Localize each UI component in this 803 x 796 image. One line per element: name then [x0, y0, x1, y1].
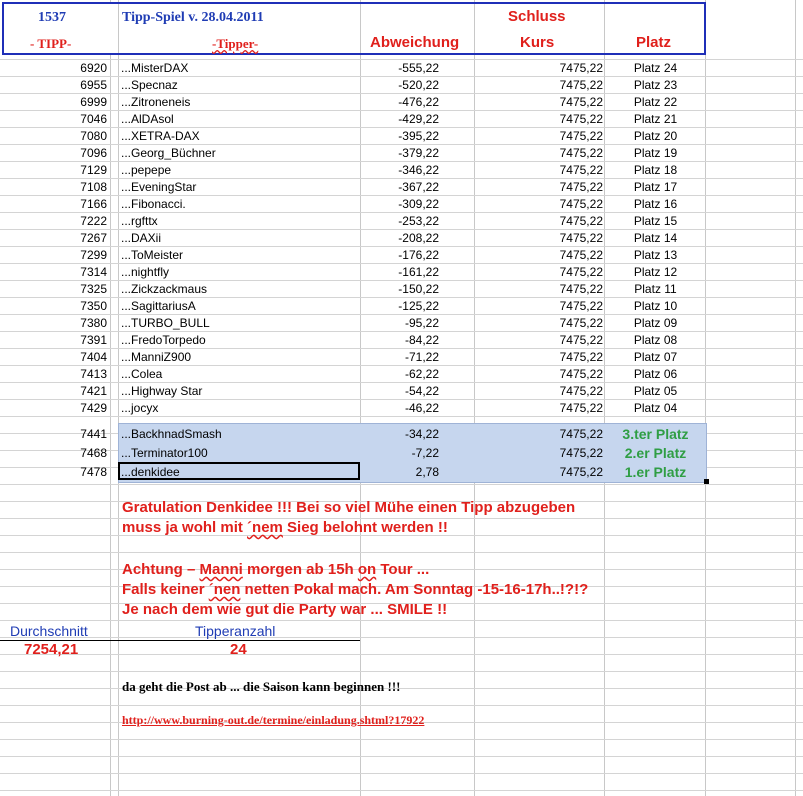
tipper-name-cell: ...SagittariusA [121, 299, 196, 313]
deviation-cell: -95,22 [404, 316, 439, 330]
close-price-cell: 7475,22 [559, 248, 603, 262]
selected-cell[interactable] [118, 462, 360, 480]
rank-cell: Platz 10 [633, 299, 678, 313]
tipper-name-cell: ...FredoTorpedo [121, 333, 206, 347]
deviation-cell: -125,22 [398, 299, 439, 313]
tipp-cell: 7441 [80, 427, 107, 441]
rank-cell: Platz 06 [633, 367, 678, 381]
message-part: Falls keiner [122, 581, 209, 598]
close-price-cell: 7475,22 [559, 350, 603, 364]
header-divider [474, 4, 475, 53]
close-price-cell: 7475,22 [559, 465, 603, 479]
tipp-cell: 7380 [80, 316, 107, 330]
rank-cell: Platz 04 [633, 401, 678, 415]
deviation-cell: -46,22 [404, 401, 439, 415]
deviation-cell: -84,22 [404, 333, 439, 347]
average-label: Durchschnitt [10, 623, 88, 639]
deviation-cell: -346,22 [398, 163, 439, 177]
close-price-cell: 7475,22 [559, 78, 603, 92]
grid-row-line [0, 484, 803, 485]
rank-cell: Platz 18 [633, 163, 678, 177]
tipper-name-cell: ...TURBO_BULL [121, 316, 210, 330]
deviation-cell: -253,22 [398, 214, 439, 228]
grid-column-line [604, 0, 605, 796]
header-id: 1537 [38, 10, 66, 25]
grid-column-line [705, 0, 706, 796]
grid-row-line [0, 637, 803, 638]
rank-cell: Platz 12 [633, 265, 678, 279]
average-value: 7254,21 [24, 641, 79, 658]
deviation-cell: -379,22 [398, 146, 439, 160]
deviation-cell: -7,22 [411, 446, 439, 460]
message-congrats-2 [122, 518, 448, 538]
close-price-cell: 7475,22 [559, 333, 603, 347]
rank-cell: Platz 24 [633, 61, 678, 75]
message-part: Manni [199, 561, 243, 578]
tipper-name-cell: ...jocyx [121, 401, 159, 415]
grid-row-line [0, 552, 803, 553]
grid-row-line [0, 790, 803, 791]
close-price-cell: 7475,22 [559, 61, 603, 75]
grid-column-line [360, 0, 361, 796]
deviation-cell: -71,22 [404, 350, 439, 364]
grid-row-line [0, 654, 803, 655]
header-box [2, 2, 706, 55]
tipp-cell: 7299 [80, 248, 107, 262]
tipper-name-cell: ...ToMeister [121, 248, 184, 262]
close-price-cell: 7475,22 [559, 146, 603, 160]
tipp-cell: 7046 [80, 112, 107, 126]
tipper-name-cell: ...Fibonacci. [121, 197, 186, 211]
grid-row-line [0, 705, 803, 706]
deviation-cell: -476,22 [398, 95, 439, 109]
tipper-name-cell: ...Specnaz [121, 78, 178, 92]
grid-row-line [0, 620, 803, 621]
message-part: ´nem [247, 519, 283, 536]
deviation-cell: -395,22 [398, 129, 439, 143]
deviation-cell: -429,22 [398, 112, 439, 126]
tipper-name-cell: ...Colea [121, 367, 163, 381]
rank-cell: Platz 19 [633, 146, 678, 160]
rank-cell: 1.er Platz [624, 464, 687, 480]
rank-cell: Platz 21 [633, 112, 678, 126]
message-tour [122, 560, 429, 580]
tipper-name-cell: ...BackhnadSmash [121, 427, 222, 441]
close-price-cell: 7475,22 [559, 197, 603, 211]
tipp-cell: 7421 [80, 384, 107, 398]
close-price-cell: 7475,22 [559, 446, 603, 460]
tipper-name-cell: ...ManniZ900 [121, 350, 192, 364]
rank-cell: Platz 15 [633, 214, 678, 228]
tipper-name-cell: ...pepepe [121, 163, 172, 177]
message-pokal [122, 580, 588, 600]
tipper-name-cell: ...rgfttx [121, 214, 158, 228]
message-part: muss ja wohl mit [122, 519, 248, 536]
footer-note: da geht die Post ab ... die Saison kann beginnen !!! [122, 679, 401, 694]
rank-cell: 2.er Platz [624, 445, 687, 461]
grid-row-line [0, 739, 803, 740]
close-price-cell: 7475,22 [559, 214, 603, 228]
deviation-cell: -555,22 [398, 61, 439, 75]
message-part: ´nen [208, 581, 241, 598]
rank-cell: Platz 08 [633, 333, 678, 347]
deviation-cell: 2,78 [415, 465, 439, 479]
close-price-cell: 7475,22 [559, 401, 603, 415]
tipp-cell: 7166 [80, 197, 107, 211]
header-title: Tipp-Spiel v. 28.04.2011 [122, 10, 264, 25]
tipp-cell: 7108 [80, 180, 107, 194]
message-part: Sieg belohnt werden !! [282, 519, 448, 536]
rank-cell: Platz 16 [633, 197, 678, 211]
tipper-name-cell: ...denkidee [121, 465, 180, 479]
deviation-cell: -309,22 [398, 197, 439, 211]
tipper-name-cell: ...Georg_Büchner [121, 146, 216, 160]
grid-column-line [110, 0, 111, 796]
tipp-cell: 7478 [80, 465, 107, 479]
deviation-cell: -367,22 [398, 180, 439, 194]
close-price-cell: 7475,22 [559, 367, 603, 381]
rank-cell: Platz 13 [633, 248, 678, 262]
grid-column-line [474, 0, 475, 796]
header-divider [604, 4, 605, 53]
column-header-kurs: Kurs [520, 34, 555, 51]
grid-row-line [0, 756, 803, 757]
close-price-cell: 7475,22 [559, 129, 603, 143]
close-price-cell: 7475,22 [559, 299, 603, 313]
tipp-cell: 7222 [80, 214, 107, 228]
close-price-cell: 7475,22 [559, 95, 603, 109]
rank-cell: Platz 22 [633, 95, 678, 109]
tipp-cell: 7404 [80, 350, 107, 364]
rank-cell: Platz 23 [633, 78, 678, 92]
close-price-cell: 7475,22 [559, 265, 603, 279]
header-schluss: Schluss [508, 8, 566, 25]
deviation-cell: -62,22 [404, 367, 439, 381]
message-party: Je nach dem wie gut die Party war ... SMILE !! [122, 601, 448, 618]
message-congrats: Gratulation Denkidee !!! Bei so viel Mühe einen Tipp abzugeben [122, 499, 576, 516]
tipp-cell: 6955 [80, 78, 107, 92]
deviation-cell: -520,22 [398, 78, 439, 92]
close-price-cell: 7475,22 [559, 231, 603, 245]
rank-cell: Platz 11 [634, 282, 677, 296]
tipp-cell: 7080 [80, 129, 107, 143]
grid-row-line [0, 688, 803, 689]
tipper-name-cell: ...Zitroneneis [121, 95, 191, 109]
fill-handle[interactable] [704, 479, 709, 484]
tipp-cell: 7325 [80, 282, 107, 296]
tipp-cell: 7350 [80, 299, 107, 313]
column-header-abweichung: Abweichung [370, 34, 460, 51]
header-divider [118, 4, 119, 53]
grid-column-line [795, 0, 796, 796]
deviation-cell: -34,22 [404, 427, 439, 441]
deviation-cell: -54,22 [404, 384, 439, 398]
tipper-name-cell: ...nightfly [121, 265, 170, 279]
tipp-cell: 6999 [80, 95, 107, 109]
message-part: on [357, 561, 377, 578]
tipp-cell: 7391 [80, 333, 107, 347]
column-header-tipper: -Tipper- [212, 36, 259, 51]
grid-row-line [0, 773, 803, 774]
tipper-name-cell: ...MisterDAX [121, 61, 189, 75]
message-part: morgen ab 15h [242, 561, 358, 578]
tipper-name-cell: ...AlDAsol [121, 112, 174, 126]
rank-cell: Platz 05 [633, 384, 678, 398]
deviation-cell: -176,22 [398, 248, 439, 262]
deviation-cell: -208,22 [398, 231, 439, 245]
close-price-cell: 7475,22 [559, 282, 603, 296]
tipp-cell: 7314 [80, 265, 107, 279]
close-price-cell: 7475,22 [559, 163, 603, 177]
tipper-name-cell: ...EveningStar [121, 180, 197, 194]
message-part: Tour ... [376, 561, 430, 578]
close-price-cell: 7475,22 [559, 427, 603, 441]
close-price-cell: 7475,22 [559, 180, 603, 194]
tipper-name-cell: ...Zickzackmaus [121, 282, 208, 296]
tipper-name-cell: ...DAXii [121, 231, 162, 245]
message-part: netten Pokal mach. Am Sonntag -15-16-17h..!?!? [240, 581, 589, 598]
rank-cell: 3.ter Platz [622, 426, 689, 442]
rank-cell: Platz 17 [633, 180, 678, 194]
tipp-cell: 7429 [80, 401, 107, 415]
tipp-cell: 6920 [80, 61, 107, 75]
rank-cell: Platz 14 [633, 231, 678, 245]
rank-cell: Platz 20 [633, 129, 678, 143]
rank-cell: Platz 07 [633, 350, 678, 364]
message-part: Achtung – [122, 561, 200, 578]
footer-link[interactable]: http://www.burning-out.de/termine/einladung.shtml?17922 [122, 713, 425, 727]
column-header-platz: Platz [636, 34, 672, 51]
tipper-count-value: 24 [230, 641, 247, 658]
tipper-name-cell: ...Highway Star [121, 384, 203, 398]
deviation-cell: -150,22 [398, 282, 439, 296]
tipper-name-cell: ...Terminator100 [121, 446, 208, 460]
close-price-cell: 7475,22 [559, 316, 603, 330]
header-divider [360, 4, 361, 53]
tipp-cell: 7096 [80, 146, 107, 160]
close-price-cell: 7475,22 [559, 384, 603, 398]
tipper-count-label: Tipperanzahl [195, 623, 276, 639]
tipp-cell: 7413 [80, 367, 107, 381]
tipp-cell: 7267 [80, 231, 107, 245]
grid-row-line [0, 416, 803, 417]
grid-column-line [118, 0, 119, 796]
close-price-cell: 7475,22 [559, 112, 603, 126]
grid-row-line [0, 671, 803, 672]
rank-cell: Platz 09 [633, 316, 678, 330]
column-header-tipp: - TIPP- [30, 36, 72, 51]
tipp-cell: 7468 [80, 446, 107, 460]
tipp-cell: 7129 [80, 163, 107, 177]
deviation-cell: -161,22 [398, 265, 439, 279]
tipper-name-cell: ...XETRA-DAX [121, 129, 200, 143]
